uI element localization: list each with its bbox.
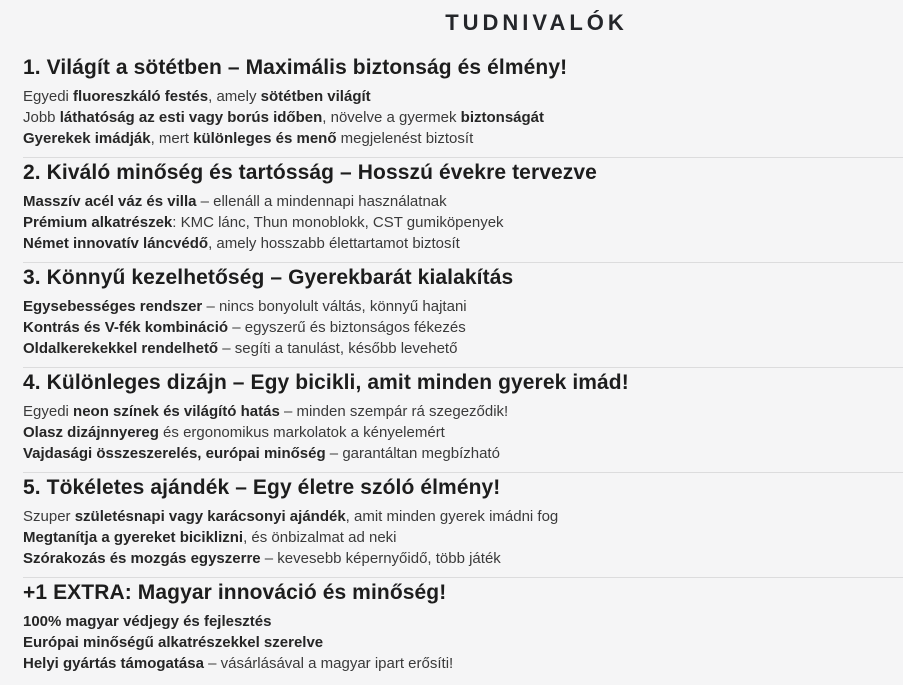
page-title: TUDNIVALÓK — [445, 10, 628, 35]
text-segment-bold: Német innovatív láncvédő — [23, 235, 209, 252]
section-divider — [23, 157, 903, 158]
section-line — [23, 632, 903, 653]
section-line — [23, 212, 903, 233]
text-segment: – minden szempár rá szegeződik! — [279, 403, 509, 420]
section-divider — [23, 577, 903, 578]
section-divider — [23, 472, 903, 473]
section-heading: 1. Világít a sötétben – Maximális biztonság és élmény! — [23, 56, 568, 79]
section-line — [23, 548, 903, 569]
text-segment: Jobb — [23, 109, 60, 126]
text-segment: és ergonomikus markolatok a kényelemért — [158, 424, 445, 441]
section-heading: 4. Különleges dizájn – Egy bicikli, amit minden gyerek imád! — [23, 371, 629, 394]
text-segment-bold: Oldalkerekekkel rendelhető — [23, 340, 219, 357]
text-segment-bold: 100% magyar védjegy és fejlesztés — [23, 613, 272, 630]
section-line — [23, 317, 903, 338]
text-segment: – garantáltan megbízható — [325, 445, 500, 462]
text-segment-bold: Prémium alkatrészek — [23, 214, 173, 231]
text-segment: , mert — [150, 130, 194, 147]
sections-container — [0, 56, 903, 679]
section-line — [23, 107, 903, 128]
text-segment-bold: Helyi gyártás támogatása — [23, 655, 204, 672]
text-segment: – egyszerű és biztonságos fékezés — [228, 319, 466, 336]
text-segment: – vásárlásával a magyar ipart erősíti! — [203, 655, 454, 672]
section-line — [23, 653, 903, 674]
info-section — [0, 266, 903, 364]
text-segment: , amely — [208, 88, 261, 105]
section-line — [23, 611, 903, 632]
text-segment: – nincs bonyolult váltás, könnyű hajtani — [202, 298, 467, 315]
section-line — [23, 233, 903, 254]
text-segment-bold: neon színek és világító hatás — [73, 403, 280, 420]
text-segment-bold: Európai minőségű alkatrészekkel szerelve — [23, 634, 324, 651]
section-line — [23, 527, 903, 548]
text-segment: Szuper — [23, 508, 75, 525]
text-segment-bold: Szórakozás és mozgás egyszerre — [23, 550, 261, 567]
section-line — [23, 401, 903, 422]
text-segment-bold: születésnapi vagy karácsonyi ajándék — [74, 508, 346, 525]
section-heading: +1 EXTRA: Magyar innováció és minőség! — [23, 581, 447, 604]
text-segment-bold: Gyerekek imádják — [23, 130, 151, 147]
text-segment: – segíti a tanulást, később levehető — [218, 340, 458, 357]
text-segment: – ellenáll a mindennapi használatnak — [196, 193, 447, 210]
text-segment-bold: fluoreszkáló festés — [73, 88, 209, 105]
section-line — [23, 338, 903, 359]
section-line — [23, 191, 903, 212]
section-line — [23, 422, 903, 443]
text-segment-bold: különleges és menő — [193, 130, 337, 147]
section-heading: 2. Kiváló minőség és tartósság – Hosszú évekre tervezve — [23, 161, 597, 184]
section-divider — [23, 262, 903, 263]
section-line — [23, 296, 903, 317]
text-segment-bold: biztonságát — [460, 109, 545, 126]
text-segment-bold: láthatóság az esti vagy borús időben — [59, 109, 323, 126]
text-segment-bold: Kontrás és V-fék kombináció — [23, 319, 229, 336]
text-segment-bold: Megtanítja a gyereket biciklizni — [23, 529, 244, 546]
section-divider — [23, 367, 903, 368]
text-segment-bold: Olasz dizájnnyereg — [23, 424, 159, 441]
text-segment-bold: sötétben világít — [260, 88, 371, 105]
section-heading: 5. Tökéletes ajándék – Egy életre szóló élmény! — [23, 476, 501, 499]
text-segment-bold: Masszív acél váz és villa — [23, 193, 197, 210]
text-segment: , és önbizalmat ad neki — [243, 529, 397, 546]
info-section — [0, 476, 903, 574]
section-line — [23, 443, 903, 464]
section-line — [23, 506, 903, 527]
section-line — [23, 86, 903, 107]
text-segment: , növelve a gyermek — [322, 109, 461, 126]
info-section — [0, 56, 903, 154]
text-segment: , amit minden gyerek imádni fog — [345, 508, 559, 525]
text-segment: : KMC lánc, Thun monoblokk, CST gumiköpenyek — [172, 214, 504, 231]
text-segment: megjelenést biztosít — [336, 130, 474, 147]
info-section — [0, 371, 903, 469]
text-segment: Egyedi — [23, 403, 74, 420]
section-heading: 3. Könnyű kezelhetőség – Gyerekbarát kialakítás — [23, 266, 514, 289]
info-section — [0, 161, 903, 259]
text-segment: Egyedi — [23, 88, 74, 105]
text-segment: – kevesebb képernyőidő, több játék — [260, 550, 501, 567]
text-segment: , amely hosszabb élettartamot biztosít — [208, 235, 460, 252]
section-line — [23, 128, 903, 149]
text-segment-bold: Egysebességes rendszer — [23, 298, 203, 315]
info-section — [0, 581, 903, 679]
text-segment-bold: Vajdasági összeszerelés, európai minőség — [23, 445, 326, 462]
